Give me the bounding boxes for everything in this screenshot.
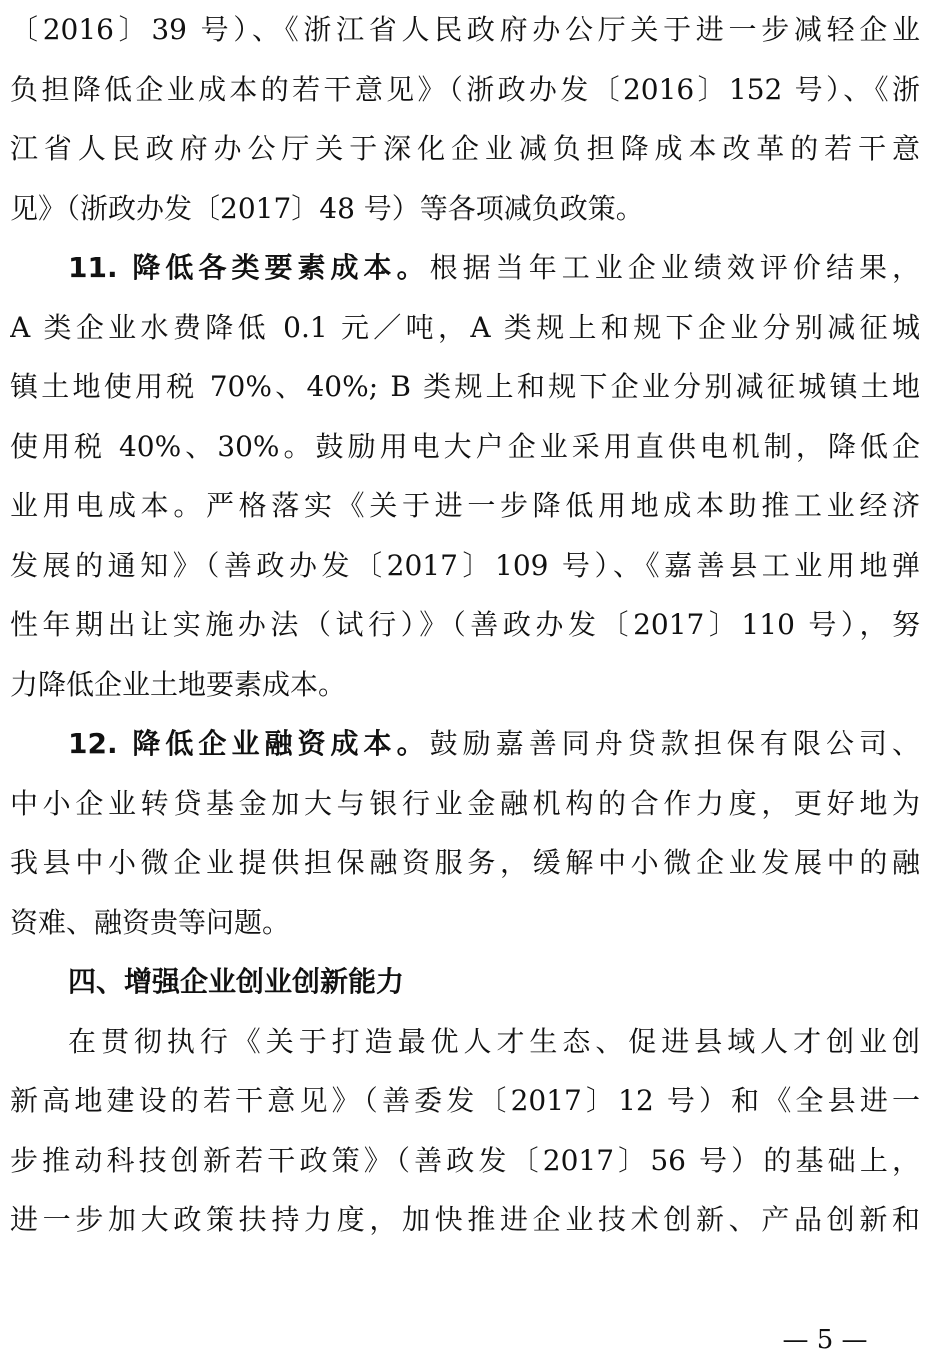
text-line: 发展的通知》（善政办发〔2017〕109 号）、《嘉善县工业用地弹 xyxy=(10,548,920,582)
document-body xyxy=(10,0,920,1250)
item-11-heading: 11. 降低各类要素成本。 xyxy=(68,251,430,284)
text-line: A 类企业水费降低 0.1 元／吨，A 类规上和规下企业分别减征城 xyxy=(10,310,920,344)
text-line: 使用税 40%、30%。鼓励用电大户企业采用直供电机制，降低企 xyxy=(10,429,920,463)
item-12-heading: 12. 降低企业融资成本。 xyxy=(68,727,430,760)
text-line: 步推动科技创新若干政策》（善政发〔2017〕56 号）的基础上， xyxy=(10,1143,920,1177)
text-line: 进一步加大政策扶持力度，加快推进企业技术创新、产品创新和 xyxy=(10,1203,920,1236)
item-11-first-line: 根据当年工业企业绩效评价结果， xyxy=(429,251,920,284)
paragraph-item-12 xyxy=(10,714,920,952)
text-line: 新高地建设的若干意见》（善委发〔2017〕12 号）和《全县进一 xyxy=(10,1084,920,1117)
text-line: 力降低企业土地要素成本。 xyxy=(10,667,347,701)
text-line xyxy=(10,714,920,774)
paragraph-innovation xyxy=(10,1012,920,1250)
text-line: 见》（浙政办发〔2017〕48 号）等各项减负政策。 xyxy=(10,191,644,225)
section-heading: 四、增强企业创业创新能力 xyxy=(68,965,405,998)
text-line: 业用电成本。严格落实《关于进一步降低用地成本助推工业经济 xyxy=(10,489,920,522)
text-line: 〔2016〕39 号）、《浙江省人民政府办公厅关于进一步减轻企业 xyxy=(10,13,920,46)
paragraph-policy-list xyxy=(10,0,920,238)
text-line: 江省人民政府办公厅关于深化企业减负担降成本改革的若干意 xyxy=(10,132,920,165)
text-line: 资难、融资贵等问题。 xyxy=(10,905,291,939)
text-line: 性年期出让实施办法（试行）》（善政办发〔2017〕110 号），努 xyxy=(10,608,920,641)
text-line: 中小企业转贷基金加大与银行业金融机构的合作力度，更好地为 xyxy=(10,786,920,820)
text-line: 负担降低企业成本的若干意见》（浙政办发〔2016〕152 号）、《浙 xyxy=(10,72,920,106)
text-line xyxy=(10,238,920,298)
page-number: — 5 — xyxy=(782,1325,868,1355)
text-line: 在贯彻执行《关于打造最优人才生态、促进县域人才创业创 xyxy=(68,1024,920,1058)
paragraph-item-11 xyxy=(10,238,920,714)
text-line: 我县中小微企业提供担保融资服务，缓解中小微企业发展中的融 xyxy=(10,846,920,879)
text-line: 镇土地使用税 70%、40%; B 类规上和规下企业分别减征城镇土地 xyxy=(10,370,920,403)
item-12-first-line: 鼓励嘉善同舟贷款担保有限公司、 xyxy=(429,727,920,760)
